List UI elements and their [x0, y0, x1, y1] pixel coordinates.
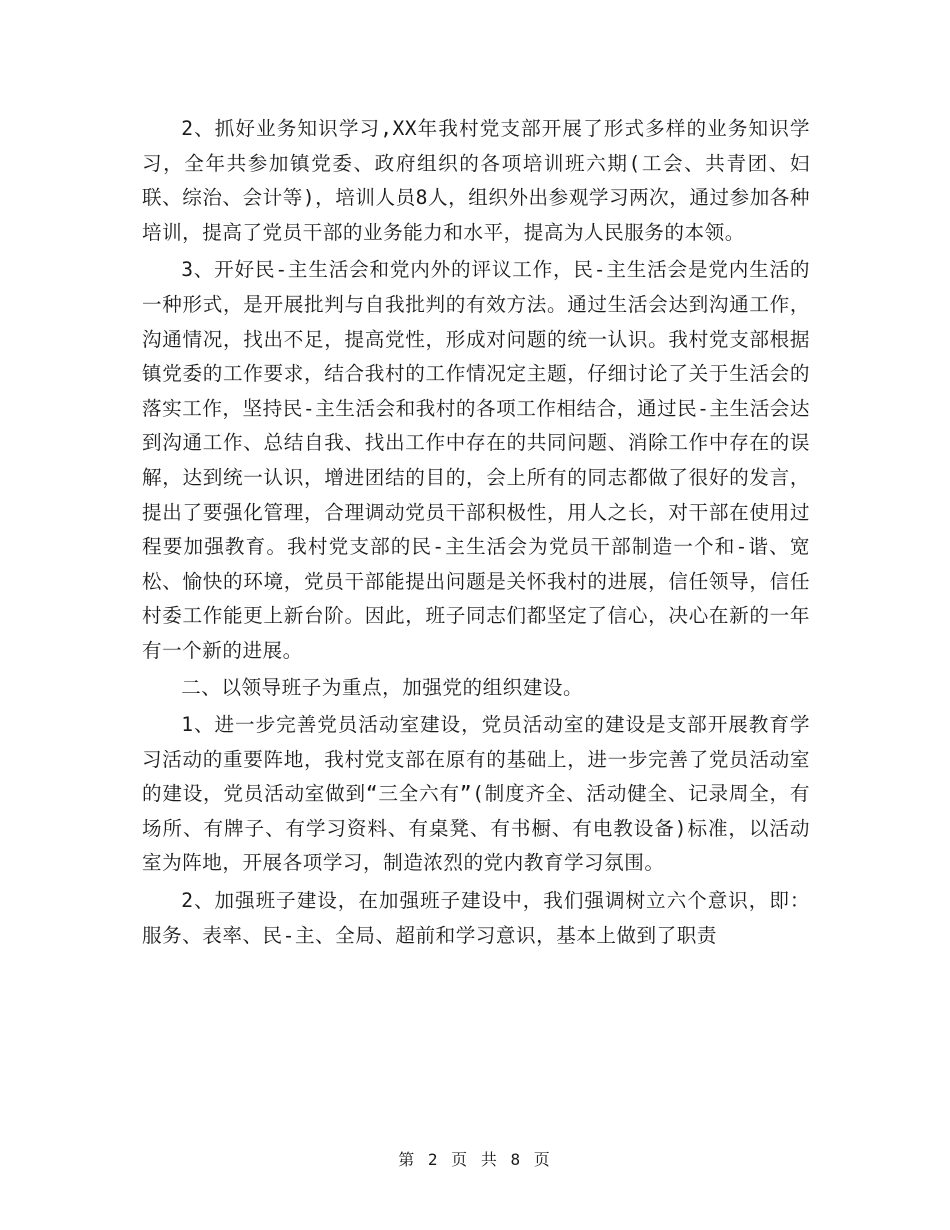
- paragraph-business-study: 2、抓好业务知识学习,XX年我村党支部开展了形式多样的业务知识学习，全年共参加镇党委、政府组织的各项培训班六期(工会、共青团、妇联、综治、会计等)，培训人员8人，组织外出参观学习两次，通过参加各种培训，提高了党员干部的业务能力和水平，提高为人民服务的本领。: [142, 117, 810, 244]
- paragraph-activity-room: 1、进一步完善党员活动室建设，党员活动室的建设是支部开展教育学习活动的重要阵地，我村党支部在原有的基础上，进一步完善了党员活动室的建设，党员活动室做到“三全六有”(制度齐全、活动健全、记录周全，有场所、有牌子、有学习资料、有桌凳、有书橱、有电教设备)标准，以活动室为阵地，开展各项学习，制造浓烈的党内教育学习氛围。: [142, 713, 810, 875]
- section-heading-organization: 二、以领导班子为重点，加强党的组织建设。: [181, 675, 584, 699]
- document-body: [142, 112, 810, 953]
- paragraph-democratic-life-meeting: 3、开好民-主生活会和党内外的评议工作，民-主生活会是党内生活的一种形式，是开展批判与自我批判的有效方法。通过生活会达到沟通工作，沟通情况，找出不足，提高党性，形成对问题的统一认识。我村党支部根据镇党委的工作要求，结合我村的工作情况定主题，仔细讨论了关于生活会的落实工作，坚持民-主生活会和我村的各项工作相结合，通过民-主生活会达到沟通工作、总结自我、找出工作中存在的共同问题、消除工作中存在的误解，达到统一认识，增进团结的目的，会上所有的同志都做了很好的发言，提出了要强化管理，合理调动党员干部积极性，用人之长，对干部在使用过程要加强教育。我村党支部的民-主生活会为党员干部制造一个和-谐、宽松、愉快的环境，党员干部能提出问题是关怀我村的进展，信任领导，信任村委工作能更上新台阶。因此，班子同志们都坚定了信心，决心在新的一年有一个新的进展。: [142, 258, 810, 662]
- page-number-footer: 第 2 页 共 8 页: [398, 1150, 552, 1169]
- paragraph-team-building: 2、加强班子建设，在加强班子建设中，我们强调树立六个意识，即：服务、表率、民-主、全局、超前和学习意识，基本上做到了职责: [142, 889, 810, 947]
